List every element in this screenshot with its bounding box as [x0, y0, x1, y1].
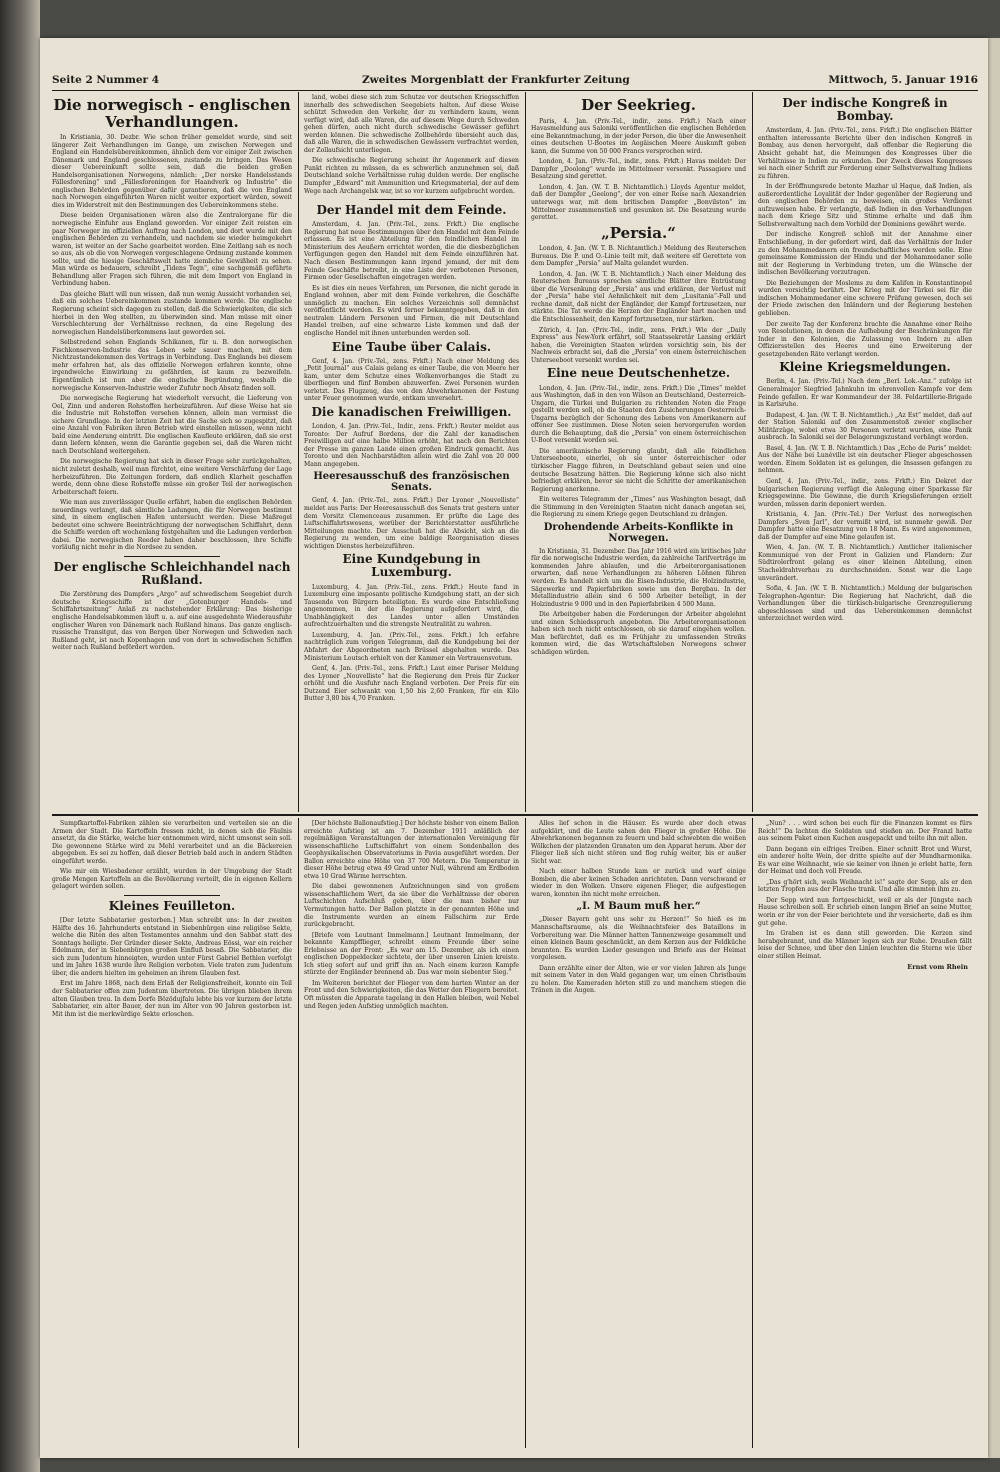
issue-date: Mittwoch, 5. Januar 1916	[828, 74, 978, 86]
column-rule	[525, 92, 526, 812]
article-title: Der Handel mit dem Feinde.	[316, 203, 507, 218]
header-rule	[52, 90, 978, 91]
feuilleton-rule	[52, 814, 978, 816]
article-paragraph: Nach einer halben Stunde kam er zurück und warf einige Bomben, die aber keinen Schaden anrichteten. Dann verschwand er wieder in den Wolken. Unsere eigenen Flieger, die aufgestiegen waren, konnten ihn nicht mehr erreichen.	[531, 868, 746, 898]
separator	[369, 199, 455, 200]
article-title: Der englische Schleichhandel nach Rußland.	[53, 559, 291, 588]
article-paragraph: Die amerikanische Regierung glaubt, daß alle feindlichen Unterseeboote, einerlei, ob sie unter österreichischer oder türkischer Flagge führen, in Deutschland gebaut seien und eine deutsche Besatzung hätten. Die Regierung könne sich also nicht befriedigt erklären, bevor sie nicht die Schritte der amerikanischen Regierung anerkenne.	[531, 447, 746, 493]
article-title: Heeresausschuß des französischen Senats.	[313, 471, 510, 494]
article-paragraph: In der Eröffnungsrede betonte Mazhar ul Haque, daß Indien, als außerordentliche Loyalität der Inder gegenüber der Regierung und den englischen Behörden zu beweisen, ein großes Verdienst aufzuweisen habe. Er verlangte, daß Indien in den Verhandlungen nach dem Kriege Sitz und Stimme erhalte und daß ihm Selbstverwaltung nach dem Vorbild der Dominions gewährt werde.	[758, 183, 972, 228]
article-paragraph: Im Weiteren berichtet der Flieger von dem harten Winter an der Front und den Schwierigkeiten, die das Wetter den Fliegern bereitet. Oft müssten die Apparate tagelang in den Hallen bleiben, weil Nebel und Regen jeden Aufstieg unmöglich machten.	[304, 979, 519, 1010]
page-edge	[988, 38, 1000, 1458]
article-paragraph: Im Graben ist es dann still geworden. Die Kerzen sind herabgebrannt, und die Männer legen sich zur Ruhe. Draußen fällt leise der Schnee, und über den Linien leuchten die Sterne wie über einer stillen Heimat.	[758, 930, 972, 960]
article-paragraph: Wie man aus zuverlässiger Quelle erfährt, haben die englischen Behörden neuerdings verlangt, daß sämtliche Ladungen, die für Norwegen bestimmt sind, in einem englischen Hafen untersucht werden. Diese Maßregel bedeutet eine schwere Beeinträchtigung der norwegischen Schiffahrt, denn die Schiffe werden oft wochenlang festgehalten und die Ladungen verderben dabei. Die norwegischen Reeder haben daher beschlossen, ihre Schiffe vorläufig nicht mehr in die Nordsee zu senden.	[52, 499, 292, 552]
article-title: Die kanadischen Freiwilligen.	[311, 404, 512, 419]
article-paragraph: Genf, 4. Jan. (Priv.-Tel., zens. Frkft.) Laut einer Pariser Meldung des Lyoner „Nouvelliste“ hat die Regierung den Preis für Zucker erhöht und die Ausfuhr nach England verboten. Der Preis für ein Dutzend Eier schwankt von 1,50 bis 2,60 Franken, für ein Kilo Butter 3,80 bis 4,70 Franken.	[304, 665, 519, 703]
article-paragraph: London, 4. Jan. (Priv.-Tel., indir., zens. Frkft.) Havas meldet: Der Dampfer „Doolong“ wurde im Mittelmeer versenkt. Passagiere und Besatzung sind gerettet.	[531, 158, 746, 181]
article-paragraph: Genf, 4. Jan. (Priv.-Tel., indir., zens. Frkft.) Ein Dekret der bulgarischen Regierung verfügt die Anlegung einer Sparkasse für Kriegsgewinne. Die Gewinne, die durch Kriegslieferungen erzielt wurden, müssen darin deponiert werden.	[758, 477, 972, 508]
article-paragraph: London, 4. Jan. (Priv.-Tel., Indir., zens. Frkft.) Reuter meldet aus Toronto: Der Aufruf Bordens, der die Zahl der kanadischen Freiwilligen auf eine halbe Million erhöht, hat nach den Berichten der Presse im ganzen Lande einen großen Eindruck gemacht. Aus Toronto und den Nachbarstädten allein wird die Zahl von 20 000 Mann angegeben.	[304, 423, 519, 468]
article-paragraph: Amsterdam, 4. Jan. (Priv.-Tel., zens. Frkft.) Die englische Regierung hat neue Bestimmungen über den Handel mit dem Feinde erlassen. Es ist eine Abteilung für den feindlichen Handel im Ministerium des Aeußern errichtet worden, die die diesbezüglichen Verfügungen gegen den Handel mit dem Feinde einzuführen hat. Nach diesen Bestimmungen kann irgend jemand, der mit dem Feinde Geschäfte betreibt, in eine Liste der verbotenen Personen, Firmen oder Gesellschaften eingetragen werden.	[304, 221, 519, 282]
article-paragraph: Dann erzählte einer der Alten, wie er vor vielen Jahren als Junge mit seinem Vater in den Wald gegangen war, um einen Christbaum zu holen. Die Kameraden hörten still zu und manchem stiegen die Tränen in die Augen.	[531, 964, 746, 995]
article-paragraph: Basel, 4. Jan. (W. T. B. Nichtamtlich.) Das „Echo de Paris“ meldet: Aus der Nähe bei Lunéville ist ein deutscher Flieger abgeschossen worden. Einem Soldaten ist es gelungen, die Insassen gefangen zu nehmen.	[758, 444, 972, 475]
column-1	[52, 94, 292, 810]
article-paragraph: Der zweite Tag der Konferenz brachte die Annahme einer Reihe von Resolutionen, in denen die Aufhebung der Beschränkungen für Inder in den Kolonien, die Zulassung von Indern zu allen Offiziersstellen des Heeres und eine Erweiterung der gesetzgebenden Räte verlangt werden.	[758, 320, 972, 358]
article-paragraph: Die dabei gewonnenen Aufzeichnungen sind von großem wissenschaftlichem Wert, da sie über die Verhältnisse der oberen Luftschichten Aufschluß geben, über die man bisher nur Vermutungen hatte. Der Ballon platzte in der genannten Höhe und die Instrumente wurden an einem Fallschirm zur Erde zurückgebracht.	[304, 883, 519, 929]
article-paragraph: Paris, 4. Jan. (Priv.-Tel., indir., zens. Frkft.) Nach einer Havasmeldung aus Saloniki veröffentlichen die englischen Behörden eine Bekanntmachung, in der jeder Person, die über die Anwesenheit eines deutschen U-Bootes im Aegäischen Meere Auskunft geben kann, die Summe von 50 000 Francs versprochen wird.	[531, 117, 746, 155]
article-paragraph: Das gleiche Blatt will nun wissen, daß nun wenig Aussicht vorhanden sei, daß ein solches Uebereinkommen zustande kommen werde. Die englische Regierung scheint sich dagegen zu stellen, daß die Schwierigkeiten, die sich hierbei in den Weg stellten, zu überwinden sind. Man müsse mit einer Verschlechterung der Verhältnisse rechnen, da eine Regelung des norwegischen Handelsüberkommens laut geworden sei.	[52, 290, 292, 336]
article-title: Drohendende Arbeits-Konflikte in Norwegen.	[543, 521, 734, 544]
page-number: Seite 2 Nummer 4	[52, 74, 160, 86]
article-paragraph: Alles lief schon in die Häuser. Es wurde aber doch etwas aufgeklärt, und die Leute sahen den Flieger in großer Höhe. Die Abwehrkanonen begannen zu feuern und bald schwebten die weißen Wölkchen der platzenden Granaten um den Apparat herum. Aber der Flieger ließ sich nicht stören und flog ruhig weiter, bis er außer Sicht war.	[531, 820, 746, 865]
article-title: Eine Kundgebung in Luxemburg.	[342, 552, 481, 580]
column-rule	[752, 818, 753, 1448]
article-paragraph: „Nun? . . . wird schon bei euch für die Finanzen kommt es fürs Reich!“ Da lachten die Soldaten und stießen an. Der Franzl hatte aus seinem Paket einen Kuchen ausgepackt und teilte ihn mit allen.	[758, 820, 972, 843]
article-paragraph: London, 4. Jan. (W. T. B. Nichtamtlich.) Nach einer Meldung des Reuterschen Bureaus sprechen sämtliche Blätter ihre Entrüstung über die Versenkung der „Persia“ aus und erklären, der Verlust mit der „Persia“ habe viel Aehnlichkeit mit dem „Lusitania“-Fall und rechne damit, daß nicht der Engländer, der Kampf fortzusetzen, nur stärkte. Die Tat werde die Herzen der Engländer hart machen und die Entschlossenheit, den Kampf fortzusetzen, nur stärken.	[531, 270, 746, 324]
article-paragraph: London, 4. Jan. (Priv.-Tel., indir., zens. Frkft.) Die „Times“ meldet aus Washington, daß in den von Wilson an Deutschland, Oesterreich-Ungarn, die Türkei und Bulgarien zu richtenden Noten die Frage gestellt werden soll, ob die Staaten den Zusicherungen Oesterreich-Ungarns bezüglich der Schonung des Lebens von Amerikanern auf offener See zustimmen. Diese Noten seien hervorgerufen worden durch die Behauptung, daß die „Persia“ von einem österreichischen U-Boot versenkt worden sei.	[531, 384, 746, 445]
article-paragraph: Die Zerstörung des Dampfers „Argo“ auf schwedischem Seegebiet durch deutsche Kriegsschiffe ist der „Gotenburger Handels- und Schiffahrtszeitung“ Anlaß zu nachstehender Erklärung: Das bisherige englische Handelsabkommen läuft u. a. auf eine ausgedehnte Wiederausfuhr englischer Waren von Dänemark nach Rußland hinaus. Das ganze englisch-russische Transitgut, das von Bergen über Norwegen und Schweden nach Rußland geht, ist nach Kopenhagen und von dort in schwedischen Schiffen weiter nach Rußland befördert worden.	[52, 591, 292, 652]
feuilleton-column-1	[52, 820, 292, 1450]
author-signature: Ernst vom Rhein	[907, 963, 968, 972]
article-title: Eine neue Deutschenhetze.	[546, 366, 731, 381]
newspaper-name: Zweites Morgenblatt der Frankfurter Zeitung	[362, 74, 630, 86]
article-title: „Persia.“	[601, 223, 676, 242]
article-paragraph: „Das g'hört sich, weils Weihnacht is!“ sagte der Sepp, als er den letzten Tropfen aus der Flasche trank. Und alle stimmten ihm zu.	[758, 878, 972, 894]
column-rule	[298, 818, 299, 1448]
article-paragraph: Luxemburg, 4. Jan. (Priv.-Tel., zens. Frkft.) Ich erfahre nachträglich zum vorigen Telegramm, daß die Kundgebung bei der Abfahrt der Abgeordneten nach Brüssel abgehalten wurde. Das Ministerium Loutsch erhielt von der Kammer ein Vertrauensvotum.	[304, 631, 519, 662]
article-paragraph: Wie mir ein Wiesbadener erzählt, wurden in der Umgebung der Stadt große Mengen Kartoffeln an die Bevölkerung verteilt, die in eigenen Kellern gelagert werden sollen.	[52, 868, 292, 891]
column-4	[758, 94, 972, 810]
article-title: Der Seekrieg.	[581, 96, 696, 114]
article-paragraph: Selbstredend sehen Englands Schikanen, für u. B. den norwegischen Fischkonserven-Industrie das Leben sehr sauer machen, mit dem Nichtzustandekommen des Vertrags in Verbindung. Das Englands bei diesem mehr erfahren hat, als das offizielle Norwegen erfahren konnte, ohne irgendwelche Einwirkung zu gefährden, ist kaum zu bezweifeln. Eigentümlich ist nun aber die englische Begründung, weshalb die norwegische Konserven-Industrie weder Zufuhr noch Absatz finden soll.	[52, 339, 292, 392]
article-paragraph: Es ist dies ein neues Verfahren, um Personen, die nicht gerade in England wohnen, aber mit dem Feinde verkehren, die Geschäfte unmöglich zu machen. Ein solches Verzeichnis soll demnächst veröffentlicht werden. Es wird ferner bekanntgegeben, daß in den neutralen Ländern Personen und Firmen, die mit Deutschland Handel treiben, auf eine schwarze Liste kommen und daß der englische Handel mit ihnen unterbunden werden soll.	[304, 284, 519, 337]
article-paragraph: London, 4. Jan. (W. T. B. Nichtamtlich.) Meldung des Reuterschen Bureaus. Die P. und O.-Linie teilt mit, daß weitere elf Gerettete von dem Dampfer „Persia“ auf Malta gelandet wurden.	[531, 245, 746, 268]
article-title: „I. M Baum muß her.“	[576, 901, 701, 913]
feuilleton-title: Kleines Feuilleton.	[108, 898, 236, 913]
article-paragraph: Der Sepp wird nun fortgeschickt, weil er als der Jüngste nach Hause schreiben soll. Er schrieb einen langen Brief an seine Mutter, worin er ihr von der Feier berichtete und ihr versicherte, daß es ihm gut gehe.	[758, 896, 972, 927]
article-paragraph: Diese beiden Organisationen wären also die Zentralorgane für die norwegische Einfuhr aus England geworden. Vor einiger Zeit reisten ein paar Norweger im offiziellen Auftrag nach London, und dort wurde mit den englischen Behörden zu verhandeln, und nachdem sie wieder heimgekehrt waren, ist weiter an der Sache gearbeitet worden. Eine Zeitlang sah es noch so aus, als ob die von Norwegen vorgeschlagene Ordnung zustande kommen sollte, und die hiesige Geschäftswelt hatte ziemliche Gewißheit zu sehen. Man würde es bedauern, schreibt „Tidens Tegn“, eine sachgemäß geführte Behandlung aller Fragen sich führen, die mit dem Import von England in Verbindung haben.	[52, 212, 292, 288]
column-rule	[752, 92, 753, 812]
article-paragraph: Ein weiteres Telegramm der „Times“ aus Washington besagt, daß die Stimmung in den Vereinigten Staaten nicht danach angetan sei, die Regierung zu einem Kriege gegen Deutschland zu drängen.	[531, 496, 746, 519]
article-paragraph: Erst im Jahre 1868, nach dem Erlaß der Religionsfreiheit, konnte ein Teil der Sabbatarier offen zum Judentum übertreten. Die übrigen blieben ihrem alten Glauben treu. In dem Dorfe Bözödujfalu lebte bis vor kurzem der letzte Sabbatarier, ein alter Bauer, der nun im Alter von 90 Jahren gestorben ist. Mit ihm ist die merkwürdige Sekte erloschen.	[52, 980, 292, 1018]
article-title: Eine Taube über Calais.	[331, 339, 492, 354]
newspaper-page	[40, 38, 988, 1458]
article-paragraph: Berlin, 4. Jan. (Priv.-Tel.) Nach dem „Berl. Lok.-Anz.“ zufolge ist Generalmajor Siegfried Jahnkuhn im ehrenvollen Kampfe vor dem Feinde gefallen. Er war Kommandeur der 38. Feldartillerie-Brigade in Karlsruhe.	[758, 378, 972, 409]
feuilleton-column-3	[531, 820, 746, 1450]
article-paragraph: Die Arbeitgeber haben die Forderungen der Arbeiter abgelehnt und einen Schiedsspruch angeboten. Die Arbeiterorganisationen haben sich noch nicht entschlossen, ob sie darauf eingehen wollen. Man befürchtet, daß es im Frühjahr zu umfassenden Streiks kommen wird, die das Wirtschaftsleben Norwegens schwer schädigen würden.	[531, 611, 746, 656]
article-paragraph: Die norwegische Regierung hat wiederholt versucht, die Lieferung von Oel, Zinn und anderen Rohstoffen herbeizuführen. Auf diese Weise hat sie die Industrie mit Rohstoffen versehen können, allein man vermisst die sichere Grundlage. In der letzten Zeit hat die Sache sich so zugespitzt, daß eine Anzahl von Fabriken ihren Betrieb wird einstellen müssen, wenn nicht bald eine Aenderung eintritt. Die englischen Kaufleute erklären, daß sie erst dann liefern können, wenn die Garantie gegeben sei, daß die Waren nicht nach Deutschland weitergehen.	[52, 395, 292, 455]
article-paragraph: Sumpfkartoffel-Fabriken zählen sie verarbeiten und verteilen sie an die Armen der Stadt. Die Kartoffeln fressen nicht, in denen sich die Fäulnis ansetzt, da die Stärke, welche hier entnommen wird, nicht umsonst sein soll. Die gewonnene Stärke wird zu Mehl verarbeitet und an die Bäckereien abgegeben. Es sei zu hoffen, daß dieser Betrieb bald auch in andern Städten eingeführt werde.	[52, 820, 292, 865]
article-paragraph: „Dieser Bayern geht uns sehr zu Herzen!“ So hieß es im Mannschaftsraume, als die Weihnachtsfeier des Bataillons in Vorbereitung war. Die Männer hatten Tannenzweige gesammelt und einen kleinen Baum geschmückt, an dem Kerzen aus der Feldküche brannten. Es wurden Lieder gesungen und Briefe aus der Heimat vorgelesen.	[531, 916, 746, 962]
article-paragraph: [Der höchste Ballonaufstieg.] Der höchste bisher von einem Ballon erreichte Aufstieg ist am 7. Dezember 1911 anläßlich der regelmäßigen Veranstaltungen der internationalen Vereinigung für wissenschaftliche Luftschiffahrt von einem Sondenballon des Geophysikalischen Observatoriums in Pavia ausgeführt worden. Der Ballon erreichte eine Höhe von 37 700 Metern. Die Temperatur in dieser Höhe betrug etwa 49 Grad unter Null, während am Erdboden etwa 10 Grad Wärme herrschten.	[304, 820, 519, 880]
article-title: Die norwegisch - englischen Verhandlungen.	[53, 96, 291, 131]
article-paragraph: London, 4. Jan. (W. T. B. Nichtamtlich.) Lloyds Agentur meldet, daß der Dampfer „Geelong“, der von einer Reise nach Alexandrien unterwegs war, mit dem britischen Dampfer „Bonvilston“ im Mittelmeer zusammenstieß und gesunken ist. Die Besatzung wurde gerettet.	[531, 183, 746, 222]
article-paragraph: Luxemburg, 4. Jan. (Priv.-Tel., zens. Frkft.) Heute fand in Luxemburg eine imposante politische Kundgebung statt, an der sich Tausende von Bürgern beteiligten. Es wurde eine Entschließung angenommen, in der die Regierung aufgefordert wird, die Unabhängigkeit des Landes unter allen Umständen aufrechtzuerhalten und die strengste Neutralität zu wahren.	[304, 583, 519, 629]
feuilleton-column-2	[304, 820, 519, 1450]
article-paragraph: Kristiania, 4. Jan. (Priv.-Tel.) Der Verlust des norwegischen Dampfers „Sven Jarl“, der vermißt wird, ist nunmehr gewiß. Der Dampfer hatte eine Besatzung von 18 Mann. Es wird angenommen, daß der Dampfer auf eine Mine gelaufen ist.	[758, 511, 972, 541]
column-rule	[525, 818, 526, 1448]
book-spine	[0, 0, 40, 1472]
article-paragraph: land, wobei diese sich zum Schutze vor deutschen Kriegsschiffen innerhalb des schwedischen Seegebiets halten. Auf diese Weise schützt Schweden den Verkehr, der zu verhindern kaum, wenn verfügt wird, daß alle Waren, die auf diesem Wege durch Schweden gehen dürfen, auch nicht durch schwedische Gewässer geführt werden können. Die schwedische Zollbehörde übersieht auch das, daß alle Waren, die in schwedischen Gewässern verfrachtet werden, der Zollaufsicht unterliegen.	[304, 94, 519, 154]
article-paragraph: Die schwedische Regierung scheint ihr Augenmerk auf diesen Punkt richten zu müssen, da es schwerlich anzunehmen sei, daß Deutschland solche Verhältnisse ruhig dulden werde. Der englische Dampfer „Edward“ mit Ammunition und Kriegsmaterial, der auf dem Wege nach Archangelsk war, ist so vor kurzem aufgebracht worden.	[304, 157, 519, 195]
separator	[124, 556, 220, 557]
separator	[124, 895, 220, 896]
article-paragraph: Zürich, 4. Jan. (Priv.-Tel., indir., zens. Frkft.) Wie der „Daily Express“ aus New-York erfährt, soll Staatssekretär Lansing erklärt haben, die Vereinigten Staaten würden vorsichtig sein, bis der Nachweis erbracht sei, daß die „Persia“ von einem österreichischen Unterseeboot versenkt worden sei.	[531, 326, 746, 364]
article-paragraph: Budapest, 4. Jan. (W. T. B. Nichtamtlich.) „Az Est“ meldet, daß auf der Station Saloniki auf den Zusammenstoß zweier englischer Militärzüge, wobei etwa 30 Personen verletzt wurden, eine Panik ausbrach. In Saloniki sei der Belagerungszustand verhängt worden.	[758, 411, 972, 442]
article-paragraph: Genf, 4. Jan. (Priv.-Tel., zens. Frkft.) Nach einer Meldung des „Petit Journal“ aus Calais gelang es einer Taube, die von Meere her kam, unter dem Schutze eines Wolkenvorhanges die Stadt zu überfliegen und fünf Bomben abzuwerfen. Zwei Personen wurden verletzt. Das Flugzeug, das von den Abwehrkanonen der Festung unter Feuer genommen wurde, entkam unversehrt.	[304, 357, 519, 403]
column-2	[304, 94, 519, 810]
article-paragraph: Wien, 4. Jan. (W. T. B. Nichtamtlich.) Amtlicher italienischer Kommuniqué von der Front in Galizien und Flandern: Zur Südtirolerfront gelang es einer kleinen Abteilung, einen Stacheldrahtverhau zu durchschneiden. Sonst war die Lage unverändert.	[758, 544, 972, 582]
column-rule	[298, 92, 299, 812]
article-paragraph: Sofia, 4. Jan. (W. T. B. Nichtamtlich.) Meldung der bulgarischen Telegraphen-Agentur: Die Regierung hat Nachricht, daß die Verhandlungen über die türkisch-bulgarische Grenzregulierung abgeschlossen sind und das Uebereinkommen demnächst unterzeichnet werden wird.	[758, 585, 972, 623]
article-paragraph: Die Beziehungen der Moslems zu dem Kalifen in Konstantinopel wurden vorsichtig berührt. Der Krieg mit der Türkei sei für die indischen Mohammedaner eine schwere Prüfung gewesen, doch sei der Friede zwischen den Inländern und der Regierung bestehen geblieben.	[758, 279, 972, 317]
article-paragraph: Die norwegische Regierung hat sich in dieser Frage sehr zurückgehalten, nicht zuletzt deshalb, weil man fürchtet, eine weitere Verschärfung der Lage herbeizuführen. Die Zeitungen fordern, daß endlich Klarheit geschaffen werde, denn ohne diese Rohstoffe müsse ein großer Teil der norwegischen Arbeiterschaft feiern.	[52, 458, 292, 496]
article-paragraph: In Kristiania, 31. Dezember. Das Jahr 1916 wird ein kritisches Jahr für die norwegische Industrie werden, da zahlreiche Tarifverträge im kommenden Jahre ablaufen, und die Arbeiterorganisationen erwarten, daß neue Verhandlungen zu höheren Löhnen führen werden. Es handelt sich um die Eisen-Industrie, die Holzindustrie, Sägewerke und Papierfabriken sowie um den Bergbau. In der Metallindustrie allein sind 6 500 Arbeiter beteiligt, in der Holzindustrie 9 000 und in den Papierfabriken 4 500 Mann.	[531, 547, 746, 608]
article-title: Kleine Kriegsmeldungen.	[779, 360, 951, 375]
feuilleton-column-4	[758, 820, 972, 1450]
article-paragraph: In Kristiania, 30. Dezbr. Wie schon früher gemeldet wurde, sind seit längerer Zeit Verhandlungen im Gange, um zwischen Norwegen und England ein Handelsübereinkommen, ähnlich dem vor einiger Zeit zwischen Dänemark und England geschlossenen, zustande zu bringen. Das Wesen dieser Uebereinkunft sollte sein, daß die beiden großen Handelsorganisationen Norwegens, nämlich: „Der norske Handelsstands Fällesforening“ und „Fällesforeningen for Haandverk og Industrie“ die englischen Behörden gegenüber dafür garantieren, daß die von England nach Norwegen eingeführten Waren nicht weiter exportiert würden, soweit dies im Widerstreit mit den Bestimmungen des Uebereinkommens stehe.	[52, 134, 292, 209]
article-title: Der indische Kongreß in Bombay.	[782, 96, 948, 124]
article-paragraph: Dann begann ein eifriges Treiben. Einer schnitt Brot und Wurst, ein anderer holte Wein, der dritte spielte auf der Mundharmonika. Es war eine Weihnacht, wie sie keiner von ihnen je erlebt hatte, fern der Heimat und doch voll Freude.	[758, 845, 972, 876]
article-paragraph: Der indische Kongreß schloß mit der Annahme einer Entschließung, in der gefordert wird, daß das Verhältnis der Inder zu den Mohammedanern ein freundschaftliches werden solle. Eine gemeinsame Kommission der Hindu und der Mohammedaner solle mit der Regierung in Verbindung treten, um die Wünsche der indischen Bevölkerung vorzutragen.	[758, 231, 972, 277]
column-3	[531, 94, 746, 810]
article-paragraph: Genf, 4. Jan. (Priv.-Tel., zens. Frkft.) Der Lyoner „Nouvelliste“ meldet aus Paris: Der Heeresausschuß des Senats trat gestern unter dem Vorsitz Clemenceaus zusammen. Er prüfte die Lage des Luftschiffahrtswesens, worüber der Berichterstatter ausführliche Mitteilungen machte. Der Ausschuß hat die Absicht, sich an die Regierung zu wenden, um eine baldige Reorganisation dieses wichtigen Dienstes herbeizuführen.	[304, 497, 519, 550]
article-paragraph: [Briefe vom Leutnant Immelmann.] Leutnant Immelmann, der bekannte Kampfflieger, schreibt einem Freunde über seine Erlebnisse an der Front: „Es war am 15. Dezember, als ich einen englischen Doppeldecker sichtete, der über unseren Linien kreiste. Ich stieg sofort auf und griff ihn an. Nach einem kurzen Kampfe stürzte der Engländer brennend ab. Das war mein siebenter Sieg.“	[304, 931, 519, 977]
page-header	[52, 74, 978, 90]
article-paragraph: [Der letzte Sabbatarier gestorben.] Man schreibt uns: In der zweiten Hälfte des 16. Jahrhunderts entstand in Siebenbürgen eine religiöse Sekte, welche die Riten des alten Testamentes annahm und den Sabbat statt des Sonntags heiligte. Der Gründer dieser Sekte, Andreas Eössi, war ein reicher Edelmann, der in Siebenbürgen großen Einfluß besaß. Die Sabbatarier, die sich zum Judentum hinneigten, wurden unter Fürst Gabriel Bethlen verfolgt und im Jahre 1638 wurde ihre Religion verboten. Viele traten zum Judentum über, die andern hielten im geheimen an ihrem Glauben fest.	[52, 917, 292, 977]
article-paragraph: Amsterdam, 4. Jan. (Priv.-Tel., zens. Frkft.) Die englischen Blätter enthalten interessante Berichte über den indischen Kongreß in Bombay, aus denen hervorgeht, daß offenbar die Regierung die Absicht gehabt hat, die Meinungen des Kongresses über die Verhältnisse in Indien zu erkunden. Der Zweck dieses Kongresses sei nach einer Schrift zur Forderung einer Selbstverwaltung Indiens zu führen.	[758, 127, 972, 180]
